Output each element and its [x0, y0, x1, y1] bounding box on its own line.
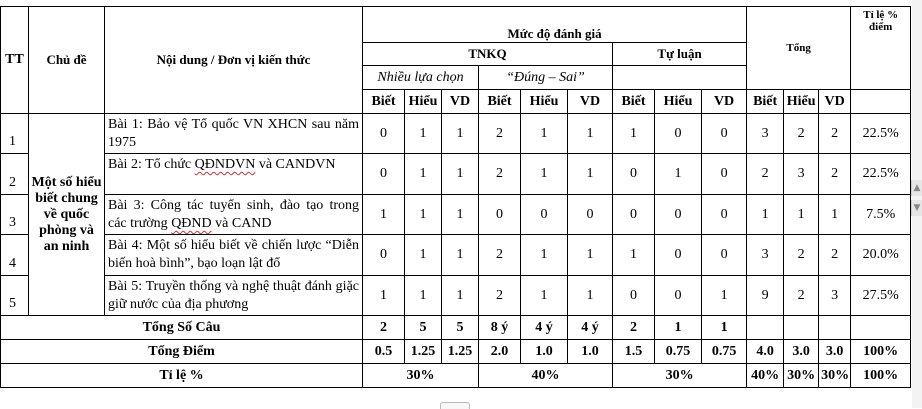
- total-score-value: 1.0: [568, 340, 613, 364]
- level-apply: VD: [568, 90, 613, 114]
- level-apply: VD: [819, 90, 851, 114]
- cell-value: 0: [479, 195, 521, 235]
- level-know: Biết: [479, 90, 521, 114]
- header-multiple-choice: Nhiều lựa chọn: [363, 66, 479, 90]
- level-understand: Hiểu: [521, 90, 568, 114]
- spellcheck-word: QĐNDVN: [194, 157, 256, 172]
- cell-value: 2: [819, 114, 851, 154]
- cell-value: 1: [655, 154, 702, 195]
- cell-value: 1: [405, 154, 442, 195]
- cell-value: 0: [702, 235, 747, 276]
- content-cell: Bài 5: Truyền thống và nghệ thuật đánh giặc giữ nước của địa phương: [105, 276, 363, 316]
- topic-cell: Một số hiểu biết chung về quốc phòng và an ninh: [29, 114, 105, 316]
- percent-value: 7.5%: [851, 195, 911, 235]
- content-text: Bài 2: Tổ chức: [108, 157, 195, 172]
- cell-value: 2: [784, 235, 819, 276]
- row-number: 2: [1, 154, 29, 195]
- cell-value: 0: [521, 195, 568, 235]
- cell-value: 0: [702, 114, 747, 154]
- total-questions-value: 8 ý: [479, 316, 521, 340]
- row-number: 1: [1, 114, 29, 154]
- ratio-value: 100%: [851, 364, 911, 388]
- cell-value: 1: [784, 195, 819, 235]
- level-understand: Hiểu: [784, 90, 819, 114]
- cell-value: 1: [568, 154, 613, 195]
- exam-matrix-table: [0, 6, 911, 388]
- cell-value: 2: [819, 154, 851, 195]
- vertical-scrollbar[interactable]: [912, 0, 922, 408]
- header-tt: TT: [1, 7, 29, 114]
- cell-value: 0: [363, 235, 405, 276]
- total-questions-value: 5: [405, 316, 442, 340]
- total-questions-value: 4 ý: [521, 316, 568, 340]
- percent-blank: [851, 90, 911, 114]
- ratio-row: [1, 364, 911, 388]
- total-questions-label: Tổng Số Câu: [1, 316, 363, 340]
- ratio-value: 40%: [747, 364, 784, 388]
- table-row: [1, 154, 911, 195]
- ratio-label: Tỉ lệ %: [1, 364, 363, 388]
- cell-value: 1: [405, 195, 442, 235]
- total-questions-value: 2: [363, 316, 405, 340]
- table-row: [1, 276, 911, 316]
- cell-value: 3: [747, 114, 784, 154]
- cell-value: 1: [442, 276, 479, 316]
- cell-value: 1: [521, 114, 568, 154]
- header-true-false: “Đúng – Sai”: [479, 66, 613, 90]
- content-cell: Bài 4: Một số hiểu biết về chiến lược “Diễn biến hoà bình”, bạo loạn lật đổ: [105, 235, 363, 276]
- header-essay: Tự luận: [613, 43, 747, 66]
- cell-value: 1: [747, 195, 784, 235]
- cell-value: 2: [479, 235, 521, 276]
- ratio-value: 30%: [613, 364, 747, 388]
- cell-value: 1: [521, 235, 568, 276]
- total-score-label: Tổng Điểm: [1, 340, 363, 364]
- table-row: [1, 235, 911, 276]
- total-score-value: 1.25: [405, 340, 442, 364]
- cell-value: 1: [568, 114, 613, 154]
- content-cell: [105, 154, 363, 195]
- total-score-value: 3.0: [819, 340, 851, 364]
- total-questions-value: 5: [442, 316, 479, 340]
- cell-value: 0: [655, 195, 702, 235]
- total-score-value: 3.0: [784, 340, 819, 364]
- content-text: và CAND: [211, 216, 272, 231]
- cell-value: 0: [613, 276, 655, 316]
- blank-cell: [784, 316, 819, 340]
- total-questions-value: 4 ý: [568, 316, 613, 340]
- spellcheck-word: QĐND: [171, 216, 212, 231]
- cell-value: 1: [568, 276, 613, 316]
- cell-value: 0: [568, 195, 613, 235]
- cell-value: 2: [747, 154, 784, 195]
- level-know: Biết: [363, 90, 405, 114]
- ratio-value: 30%: [363, 364, 479, 388]
- cell-value: 1: [442, 235, 479, 276]
- row-number: 4: [1, 235, 29, 276]
- cell-value: 1: [405, 276, 442, 316]
- cell-value: 1: [363, 276, 405, 316]
- cell-value: 0: [702, 154, 747, 195]
- cell-value: 1: [568, 235, 613, 276]
- header-content: Nội dung / Đơn vị kiến thức: [105, 7, 363, 114]
- percent-value: 22.5%: [851, 154, 911, 195]
- content-text: và CANDVN: [255, 157, 336, 172]
- ratio-value: 30%: [819, 364, 851, 388]
- row-number: 5: [1, 276, 29, 316]
- ratio-value: 30%: [784, 364, 819, 388]
- cell-value: 2: [479, 154, 521, 195]
- blank-cell: [747, 316, 784, 340]
- percent-value: 27.5%: [851, 276, 911, 316]
- level-understand: Hiểu: [655, 90, 702, 114]
- level-know: Biết: [613, 90, 655, 114]
- cell-value: 0: [655, 114, 702, 154]
- total-questions-row: [1, 316, 911, 340]
- blank-cell: [851, 316, 911, 340]
- cell-value: 3: [819, 276, 851, 316]
- content-cell: [105, 195, 363, 235]
- header-percent: Tỉ lệ % điểm: [851, 7, 911, 90]
- cell-value: 1: [405, 235, 442, 276]
- level-apply: VD: [442, 90, 479, 114]
- percent-value: 22.5%: [851, 114, 911, 154]
- level-understand: Hiểu: [405, 90, 442, 114]
- total-score-value: 0.5: [363, 340, 405, 364]
- total-score-value: 100%: [851, 340, 911, 364]
- total-score-value: 1.5: [613, 340, 655, 364]
- total-score-value: 4.0: [747, 340, 784, 364]
- cell-value: 9: [747, 276, 784, 316]
- level-apply: VD: [702, 90, 747, 114]
- row-number: 3: [1, 195, 29, 235]
- cell-value: 1: [363, 195, 405, 235]
- cell-value: 1: [819, 195, 851, 235]
- header-tnkq: TNKQ: [363, 43, 613, 66]
- cell-value: 0: [702, 195, 747, 235]
- cell-value: 1: [613, 114, 655, 154]
- total-score-value: 2.0: [479, 340, 521, 364]
- table-row: [1, 114, 911, 154]
- cell-value: 1: [442, 114, 479, 154]
- cell-value: 1: [405, 114, 442, 154]
- total-score-value: 0.75: [655, 340, 702, 364]
- cell-value: 0: [363, 114, 405, 154]
- ratio-value: 40%: [479, 364, 613, 388]
- percent-value: 20.0%: [851, 235, 911, 276]
- scroll-up-icon[interactable]: ▲: [911, 180, 922, 196]
- total-questions-value: 1: [655, 316, 702, 340]
- cell-value: 0: [363, 154, 405, 195]
- cell-value: 2: [479, 276, 521, 316]
- header-assessment-level: Mức độ đánh giá: [363, 7, 747, 43]
- cell-value: 1: [442, 195, 479, 235]
- cell-value: 1: [521, 276, 568, 316]
- cell-value: 2: [784, 276, 819, 316]
- cell-value: 0: [613, 154, 655, 195]
- cell-value: 1: [521, 154, 568, 195]
- total-score-row: [1, 340, 911, 364]
- table-row: [1, 195, 911, 235]
- cell-value: 0: [613, 195, 655, 235]
- total-score-value: 0.75: [702, 340, 747, 364]
- cell-value: 3: [747, 235, 784, 276]
- total-questions-value: 1: [702, 316, 747, 340]
- cell-value: 0: [655, 235, 702, 276]
- header-topic: Chủ đề: [29, 7, 105, 114]
- cell-value: 2: [819, 235, 851, 276]
- header-total: Tổng: [747, 7, 851, 90]
- cell-value: 3: [784, 154, 819, 195]
- blank-cell: [819, 316, 851, 340]
- cell-value: 0: [655, 276, 702, 316]
- cell-value: 2: [784, 114, 819, 154]
- cell-value: 2: [479, 114, 521, 154]
- total-score-value: 1.0: [521, 340, 568, 364]
- scroll-down-icon[interactable]: ▼: [911, 200, 922, 216]
- content-text: Bài 3: Công tác tuyển sinh, đào tạo trong các trường: [108, 198, 359, 231]
- cell-value: 1: [702, 276, 747, 316]
- header-essay-blank: [613, 66, 747, 90]
- cell-value: 1: [442, 154, 479, 195]
- level-know: Biết: [747, 90, 784, 114]
- total-score-value: 1.25: [442, 340, 479, 364]
- content-cell: Bài 1: Bảo vệ Tổ quốc VN XHCN sau năm 1975: [105, 114, 363, 154]
- total-questions-value: 2: [613, 316, 655, 340]
- cell-value: 1: [613, 235, 655, 276]
